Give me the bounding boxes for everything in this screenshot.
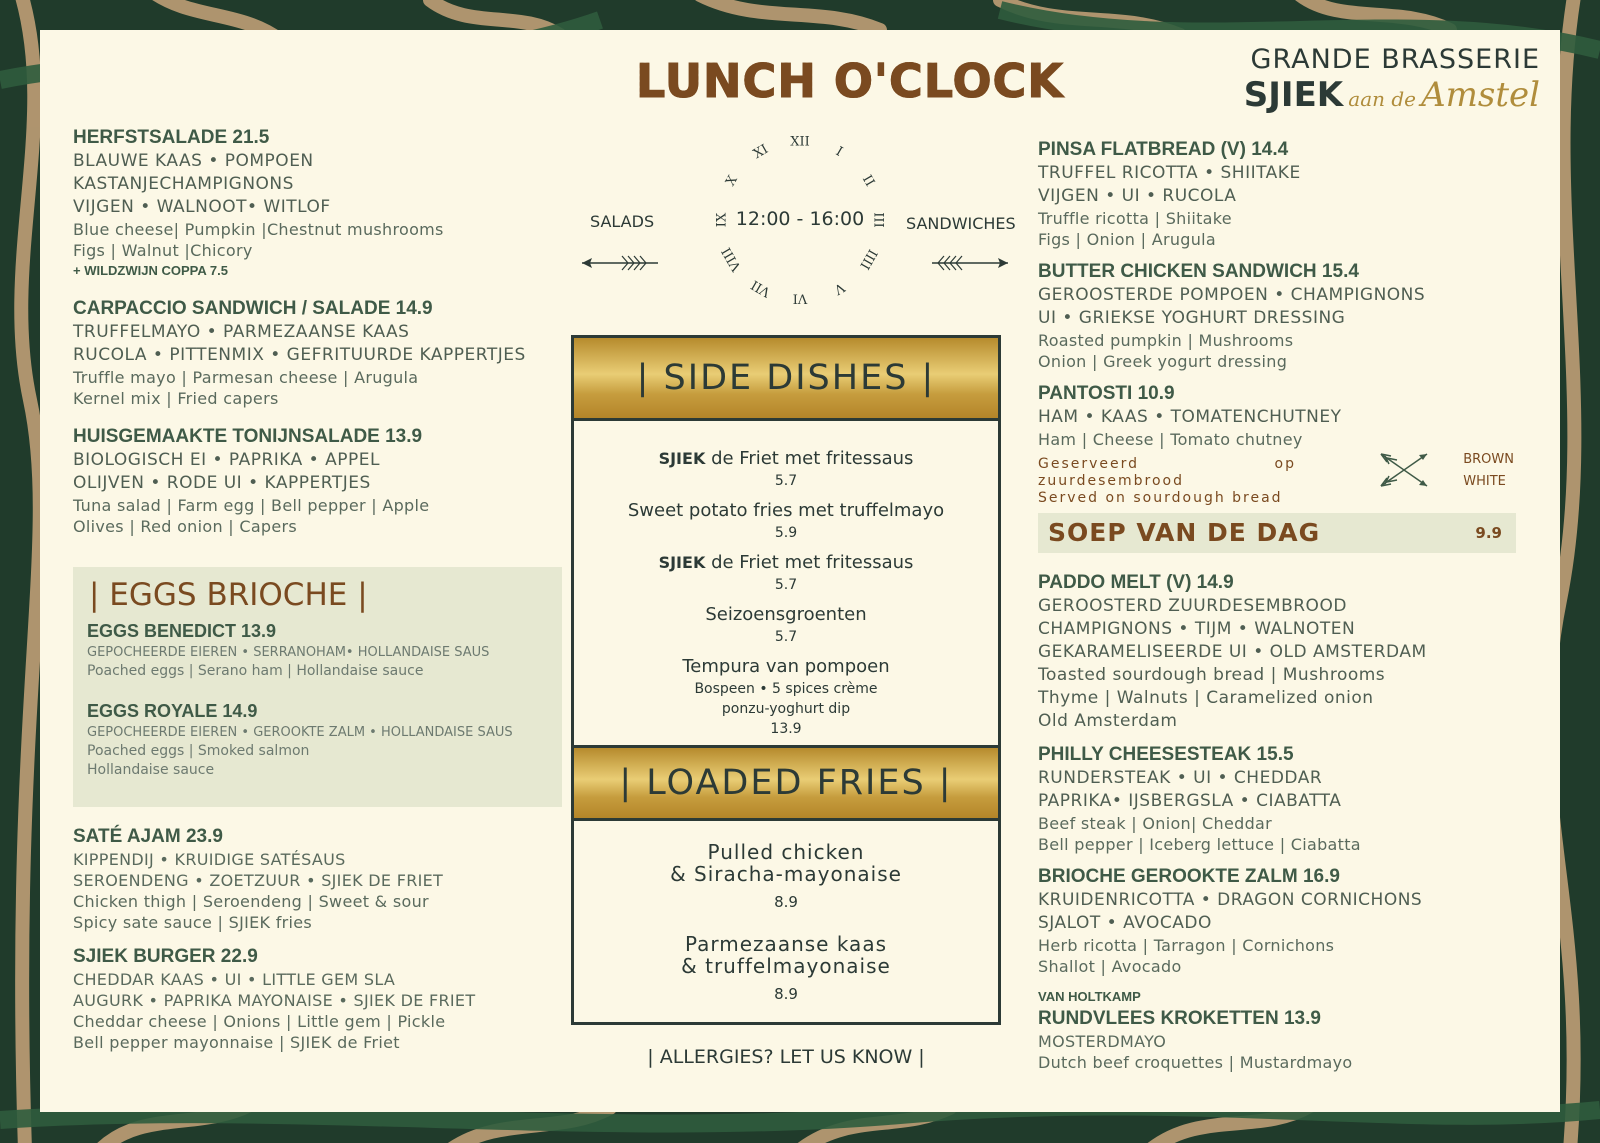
brand-line1: GRANDE BRASSERIE (1250, 44, 1540, 75)
item-english: Truffle ricotta | Shiitake (1038, 209, 1232, 228)
menu-item (1038, 382, 1516, 450)
clock-numeral: XII (790, 134, 810, 150)
sandwiches-label: SANDWICHES (906, 214, 1016, 233)
item-ingredients: CHEDDAR KAAS • UI • LITTLE GEM SLA (73, 970, 396, 989)
item-english: Chicken thigh | Seroendeng | Sweet & sour (73, 892, 429, 911)
side-dish (574, 551, 998, 595)
loaded-fries-item (574, 933, 998, 1003)
bread-note (1038, 456, 1296, 507)
item-english: Herb ricotta | Tarragon | Cornichons (1038, 936, 1335, 955)
loaded-name: & Siracha-mayonaise (670, 862, 902, 886)
item-english: Spicy sate sauce | SJIEK fries (73, 913, 313, 932)
item-english: Old Amsterdam (1038, 711, 1178, 731)
loaded-name: Pulled chicken (707, 840, 865, 864)
item-english: Figs | Onion | Arugula (1038, 230, 1217, 249)
clock-numeral: VII (748, 276, 774, 299)
item-title: EGGS ROYALE 14.9 (87, 701, 258, 721)
clock-numeral: V (831, 278, 847, 297)
side-price: 5.7 (774, 577, 798, 593)
item-english: Beef steak | Onion| Cheddar (1038, 814, 1273, 833)
item-ingredients: KIPPENDIJ • KRUIDIGE SATÉSAUS (73, 850, 346, 869)
item-english: Roasted pumpkin | Mushrooms (1038, 331, 1294, 350)
item-ingredients: MOSTERDMAYO (1038, 1032, 1167, 1051)
item-title: HERFSTSALADE 21.5 (73, 127, 270, 148)
item-ingredients: KRUIDENRICOTTA • DRAGON CORNICHONS (1038, 890, 1423, 910)
item-ingredients: SJALOT • AVOCADO (1038, 913, 1212, 933)
clock-numeral: VIII (719, 244, 746, 274)
item-ingredients: GEROOSTERD ZUURDESEMBROOD (1038, 596, 1347, 616)
loaded-fries-list (574, 821, 998, 1003)
item-title: SATÉ AJAM 23.9 (73, 826, 223, 847)
side-price: 5.7 (774, 473, 798, 489)
item-ingredients: BIOLOGISCH EI • PAPRIKA • APPEL (73, 450, 380, 470)
menu-item (1038, 865, 1516, 977)
clock-numeral: VI (792, 290, 808, 306)
item-ingredients: VIJGEN • WALNOOT• WITLOF (73, 197, 331, 217)
item-ingredients: HAM • KAAS • TOMATENCHUTNEY (1038, 407, 1342, 427)
menu-item (1038, 743, 1516, 855)
eggs-brioche-panel (73, 567, 562, 807)
clock-dial (680, 128, 920, 328)
menu-item (1038, 260, 1516, 372)
bread-white: WHITE (1463, 474, 1506, 489)
item-title: CARPACCIO SANDWICH / SALADE 14.9 (73, 298, 433, 319)
item-ingredients: TRUFFEL RICOTTA • SHIITAKE (1038, 163, 1301, 183)
side-price: 13.9 (770, 721, 802, 737)
menu-item (73, 425, 573, 537)
item-ingredients: RUCOLA • PITTENMIX • GEFRITUURDE KAPPERTJES (73, 345, 526, 365)
soup-title: SOEP VAN DE DAG (1048, 518, 1321, 547)
menu-item (87, 699, 562, 780)
served-dutch: Geserveerd op zuurdesembrood (1038, 456, 1296, 489)
item-english: Figs | Walnut |Chicory (73, 241, 253, 260)
arrow-right-icon (928, 252, 1012, 274)
loaded-name: & truffelmayonaise (681, 954, 891, 978)
item-english: Tuna salad | Farm egg | Bell pepper | Apple (73, 496, 430, 515)
clock-numeral: IX (714, 212, 730, 228)
side-dish (574, 499, 998, 543)
brand-sub: aan de (1348, 87, 1416, 111)
item-english: Cheddar cheese | Onions | Little gem | Pickle (73, 1012, 446, 1031)
item-ingredients: TRUFFELMAYO • PARMEZAANSE KAAS (73, 322, 410, 342)
loaded-fries-item (574, 841, 998, 911)
item-ingredients: GEPOCHEERDE EIEREN • GEROOKTE ZALM • HOLLANDAISE SAUS (87, 725, 513, 740)
menu-item (1038, 987, 1516, 1073)
eggs-title: | EGGS BRIOCHE | (89, 577, 368, 613)
item-english: Ham | Cheese | Tomato chutney (1038, 430, 1303, 449)
item-english: Thyme | Walnuts | Caramelized onion (1038, 688, 1374, 708)
bread-choice (1463, 449, 1558, 493)
soup-price: 9.9 (1475, 524, 1502, 542)
brand-logo (1244, 44, 1540, 115)
item-ingredients: RUNDERSTEAK • UI • CHEDDAR (1038, 768, 1323, 788)
loaded-price: 8.9 (774, 985, 798, 1003)
item-english: Hollandaise sauce (87, 762, 215, 778)
item-title: PHILLY CHEESESTEAK 15.5 (1038, 744, 1294, 765)
item-english: Poached eggs | Serano ham | Hollandaise sauce (87, 663, 424, 679)
side-name: Seizoensgroenten (705, 604, 867, 625)
side-brand: SJIEK (658, 449, 706, 468)
clock-numeral: X (723, 173, 742, 189)
item-pretitle: VAN HOLTKAMP (1038, 989, 1141, 1004)
side-dishes-header: | SIDE DISHES | (574, 338, 998, 421)
clock-numeral: III (870, 212, 886, 228)
menu-item (73, 297, 573, 409)
loaded-name: Parmezaanse kaas (684, 932, 887, 956)
left-column-lower (73, 825, 573, 1069)
menu-item (73, 825, 573, 933)
item-english: Poached eggs | Smoked salmon (87, 743, 310, 759)
menu-title: LUNCH O'CLOCK (636, 54, 1064, 108)
side-dish (574, 655, 998, 739)
side-desc: ponzu-yoghurt dip (721, 701, 851, 717)
item-ingredients: GEPOCHEERDE EIEREN • SERRANOHAM• HOLLANDAISE SAUS (87, 645, 490, 660)
item-title: RUNDVLEES KROKETTEN 13.9 (1038, 1008, 1321, 1029)
item-title: SJIEK BURGER 22.9 (73, 946, 258, 967)
side-name: de Friet met fritessaus (705, 448, 914, 469)
side-name: de Friet met fritessaus (705, 552, 914, 573)
side-dishes-list (574, 421, 998, 745)
left-column (73, 126, 573, 553)
item-title: PADDO MELT (V) 14.9 (1038, 572, 1234, 593)
item-english: Onion | Greek yogurt dressing (1038, 352, 1288, 371)
menu-sheet (40, 30, 1560, 1112)
loaded-fries-header: | LOADED FRIES | (574, 745, 998, 821)
item-ingredients: UI • GRIEKSE YOGHURT DRESSING (1038, 308, 1346, 328)
clock-numeral: II (858, 172, 877, 190)
sides-box (571, 335, 1001, 1025)
item-ingredients: SEROENDENG • ZOETZUUR • SJIEK DE FRIET (73, 871, 444, 890)
menu-item (73, 126, 573, 281)
item-ingredients: GEROOSTERDE POMPOEN • CHAMPIGNONS (1038, 285, 1426, 305)
right-column (1038, 138, 1516, 1089)
opening-hours: 12:00 - 16:00 (735, 208, 865, 230)
item-ingredients: CHAMPIGNONS • TIJM • WALNOTEN (1038, 619, 1356, 639)
brand-name: SJIEK (1243, 75, 1344, 115)
side-desc: Bospeen • 5 spices crème (694, 681, 878, 697)
clock-numeral: I (833, 144, 845, 161)
item-ingredients: VIJGEN • UI • RUCOLA (1038, 186, 1237, 206)
menu-item (1038, 571, 1516, 733)
brand-place: Amstel (1421, 75, 1540, 115)
item-ingredients: OLIJVEN • RODE UI • KAPPERTJES (73, 473, 371, 493)
item-ingredients: KASTANJECHAMPIGNONS (73, 174, 294, 194)
item-ingredients: AUGURK • PAPRIKA MAYONAISE • SJIEK DE FRIET (73, 991, 476, 1010)
side-name: Tempura van pompoen (682, 656, 890, 677)
item-ingredients: PAPRIKA• IJSBERGSLA • CIABATTA (1038, 791, 1342, 811)
item-english: Truffle mayo | Parmesan cheese | Arugula (73, 368, 419, 387)
side-price: 5.9 (774, 525, 798, 541)
item-english: Kernel mix | Fried capers (73, 389, 279, 408)
loaded-price: 8.9 (774, 893, 798, 911)
bread-choice-arrows-icon (1375, 448, 1435, 492)
item-english: Olives | Red onion | Capers (73, 517, 298, 536)
menu-item (73, 945, 573, 1053)
menu-item (87, 619, 562, 681)
item-english: Bell pepper | Iceberg lettuce | Ciabatta (1038, 835, 1361, 854)
item-title: BRIOCHE GEROOKTE ZALM 16.9 (1038, 866, 1340, 887)
arrow-left-icon (578, 252, 662, 274)
item-title: BUTTER CHICKEN SANDWICH 15.4 (1038, 261, 1359, 282)
clock-numeral: XI (751, 142, 771, 163)
allergies-note: | ALLERGIES? LET US KNOW | (647, 1046, 925, 1068)
item-title: PANTOSTI 10.9 (1038, 383, 1175, 404)
item-ingredients: GEKARAMELISEERDE UI • OLD AMSTERDAM (1038, 642, 1427, 662)
side-dish (574, 447, 998, 491)
served-english: Served on sourdough bread (1038, 490, 1283, 506)
item-english: Toasted sourdough bread | Mushrooms (1038, 665, 1386, 685)
side-dish (574, 603, 998, 647)
item-extra: + WILDZWIJN COPPA 7.5 (73, 263, 228, 278)
item-english: Dutch beef croquettes | Mustardmayo (1038, 1053, 1353, 1072)
item-title: EGGS BENEDICT 13.9 (87, 621, 277, 641)
item-english: Bell pepper mayonnaise | SJIEK de Friet (73, 1033, 400, 1052)
item-title: HUISGEMAAKTE TONIJNSALADE 13.9 (73, 426, 423, 447)
soup-banner (1038, 513, 1516, 553)
item-english: Blue cheese| Pumpkin |Chestnut mushrooms (73, 220, 444, 239)
side-brand: SJIEK (658, 553, 706, 572)
salads-label: SALADS (590, 212, 655, 231)
item-ingredients: BLAUWE KAAS • POMPOEN (73, 151, 314, 171)
menu-item (1038, 138, 1516, 250)
bread-brown: BROWN (1463, 452, 1514, 467)
item-english: Shallot | Avocado (1038, 957, 1182, 976)
side-price: 5.7 (774, 629, 798, 645)
side-name: Sweet potato fries met truffelmayo (627, 500, 945, 521)
item-title: PINSA FLATBREAD (V) 14.4 (1038, 139, 1289, 160)
clock-numeral: IIII (855, 246, 880, 272)
